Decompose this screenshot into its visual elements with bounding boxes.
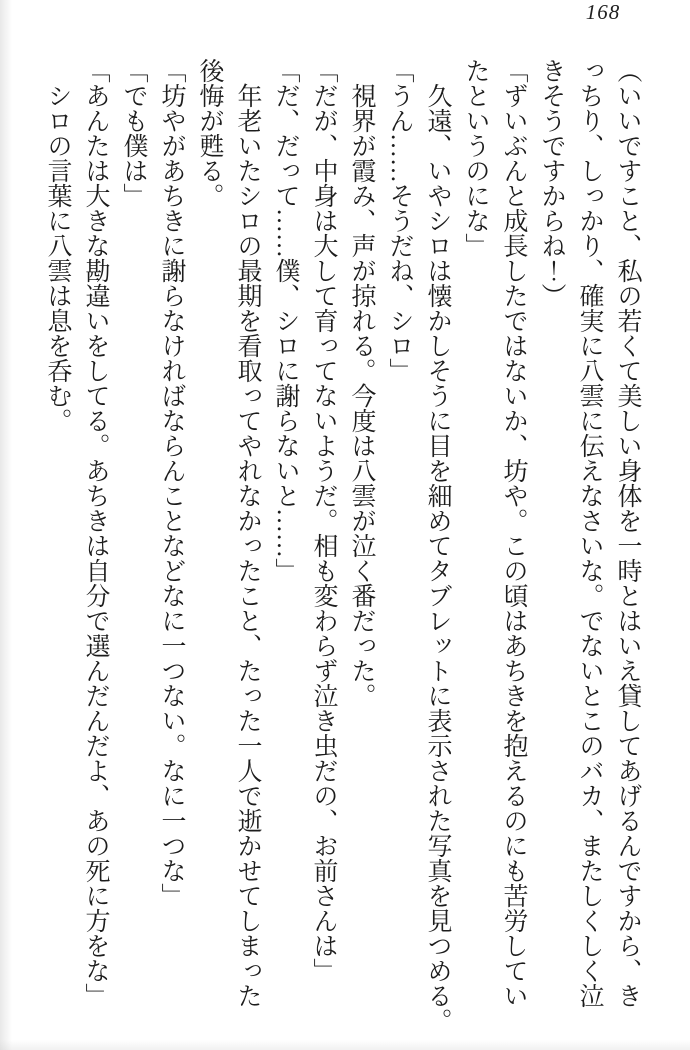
text-line: シロの言葉に八雲は息を呑む。 [44,83,71,433]
text-line: 「坊やがあちきに謝らなければならんことなどなに一つない。なに一つな」 [158,58,185,908]
text-line: 「だ、だって……僕、シロに謝らないと……」 [272,58,299,583]
text-line: 「あんたは大きな勘違いをしてる。あちきは自分で選んだんだよ、あの死に方をな」 [82,58,109,1008]
text-line: 「でも僕は」 [120,58,147,208]
text-line: 「だが、中身は大して育ってないようだ。相も変わらず泣き虫だの、お前さんは」 [310,58,337,983]
text-line: たというのにな」 [462,58,489,258]
text-line: 視界が霞み、声が掠れる。今度は八雲が泣く番だった。 [348,83,375,708]
vertical-text-area [38,58,646,1033]
text-line: 年老いたシロの最期を看取ってやれなかったこと、たった一人で逝かせてしまった [234,83,261,1008]
text-line: 「うん……そうだね、シロ」 [386,58,413,383]
text-line: 「ずいぶんと成長したではないか、坊や。この頃はあちきを抱えるのにも苦労してい [500,58,527,1008]
text-line: （いいですこと、私の若くて美しい身体を一時とはいえ貸してあげるんですから、き [614,58,641,1008]
text-line: きそうですからね！） [538,58,565,308]
text-line: 久遠、いやシロは懐かしそうに目を細めてタブレットに表示された写真を見つめる。 [424,83,451,1033]
text-line: 後悔が甦る。 [196,58,223,208]
page-edge-shading-bottom [0,1040,690,1050]
page-edge-shading-left [0,0,12,1050]
text-line: っちり、しっかり、確実に八雲に伝えなさいな。でないとこのバカ、またしくしく泣 [576,58,603,1008]
page-number: 168 [585,0,621,24]
